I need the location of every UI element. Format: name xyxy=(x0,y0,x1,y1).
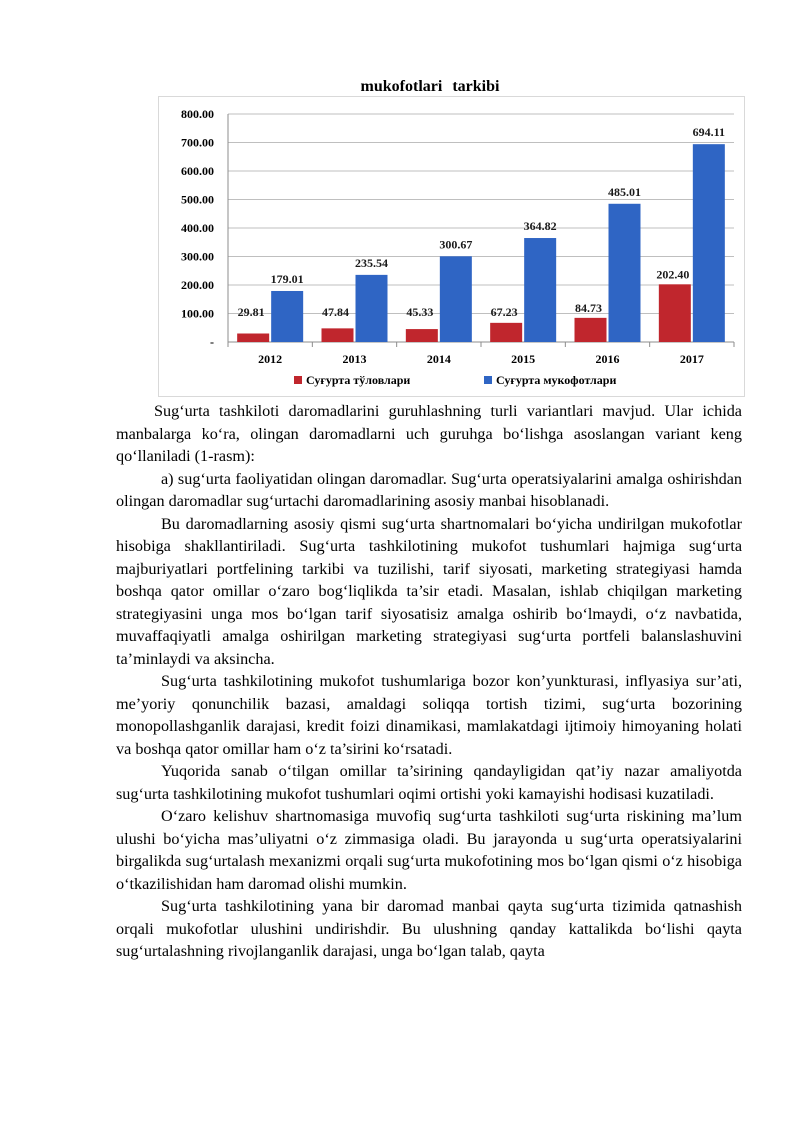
data-label: 485.01 xyxy=(608,184,641,199)
data-label: 67.23 xyxy=(490,305,518,319)
y-tick-label: 800.00 xyxy=(181,107,214,121)
bar-tolovlar xyxy=(406,329,438,342)
y-tick-label: 100.00 xyxy=(181,306,214,321)
bar-mukofotlar xyxy=(609,204,641,342)
paragraph: Sug‘urta tashkilotining mukofot tushumlariga bozor kon’yunkturasi, inflyasiya sur’ati, me’yoriy qonunchilik bazasi, amaldagi soliqqa tortish tizimi, sug‘urta bozorining monopollashganlik darajasi, kredit foizi dinamikasi, mamlakatdagi ijtimoiy himoyaning holati va boshqa qator omillar ham o‘z ta’sirini ko‘rsatadi. xyxy=(116,672,742,758)
bar-tolovlar xyxy=(659,284,691,342)
bar-mukofotlar xyxy=(440,256,472,342)
data-label: 300.67 xyxy=(439,237,473,252)
data-label: 47.84 xyxy=(322,305,349,319)
bar-tolovlar xyxy=(490,323,522,342)
bar-mukofotlar xyxy=(693,144,725,342)
x-tick-label: 2015 xyxy=(511,352,536,366)
y-tick-label: 300.00 xyxy=(181,249,214,264)
x-tick-label: 2012 xyxy=(258,352,283,366)
legend-label: Суғурта тўловлари xyxy=(306,373,411,387)
y-tick-label: 600.00 xyxy=(181,164,214,178)
bar-tolovlar xyxy=(237,334,269,342)
data-label: 202.40 xyxy=(656,267,690,282)
legend-swatch xyxy=(294,376,302,384)
x-tick-label: 2014 xyxy=(426,352,451,366)
y-tick-label: 500.00 xyxy=(181,192,214,207)
paragraph: Sug‘urta tashkiloti daromadlarini guruhlashning turli variantlari mavjud. Ular ichida manbalarga ko‘ra, olingan daromadlarni uch guruhga bo‘lishga asoslangan variant keng qo‘llaniladi (1-rasm): xyxy=(116,402,742,465)
x-tick-label: 2013 xyxy=(342,352,367,366)
bar-mukofotlar xyxy=(271,291,303,342)
y-tick-label: 200.00 xyxy=(181,278,214,292)
paragraph: O‘zaro kelishuv shartnomasiga muvofiq sug‘urta tashkiloti sug‘urta riskining ma’lum ulushi bo‘yicha mas’uliyatni o‘z zimmasiga oladi. Bu jarayonda u sug‘urta operatsiyalarini birgalikda sug‘urtalash mexanizmi orqali sug‘urta mukofotining mos bo‘lgan qismi o‘z hisobiga o‘tkazilishidan ham daromad olishi mumkin. xyxy=(116,807,742,893)
data-label: 84.73 xyxy=(575,300,602,315)
data-label: 45.33 xyxy=(406,305,434,319)
bar-mukofotlar xyxy=(524,238,556,342)
x-tick-label: 2017 xyxy=(679,352,704,366)
y-tick-label: 400.00 xyxy=(181,221,214,235)
x-tick-label: 2016 xyxy=(595,352,620,366)
y-tick-label: 700.00 xyxy=(181,135,214,150)
body-text xyxy=(116,400,742,963)
data-label: 364.82 xyxy=(523,219,557,234)
bar-tolovlar xyxy=(322,328,354,342)
legend-label: Суғурта мукофотлари xyxy=(496,373,617,387)
data-label: 694.11 xyxy=(692,125,726,140)
paragraph: Bu daromadlarning asosiy qismi sug‘urta shartnomalari bo‘yicha undirilgan mukofotlar hisobiga shakllantiriladi. Sug‘urta tashkilotining mukofot tushumlari hajmiga sug‘urta majburiyatlari portfelining tarkibi va tuzilishi, tarif siyosati, marketing strategiyasi hamda boshqa qator omillar o‘zaro bog‘liqlikda ta’sir etadi. Masalan, ishlab chiqilgan marketing strategiyasini unga mos bo‘lgan tarif siyosatisiz amalga oshirib bo‘lmaydi, o‘z navbatida, muvaffaqiyatli amalga oshirilgan marketing strategiyasi sug‘urta portfeli balanslashuvini ta’minlaydi va aksincha. xyxy=(116,514,742,668)
paragraph: Yuqorida sanab o‘tilgan omillar ta’sirining qandayligidan qat’iy nazar amaliyotda sug‘urta tashkilotining mukofot tushumlari oqimi ortishi yoki kamayishi hodisasi kuzatiladi. xyxy=(116,762,742,803)
bar-chart xyxy=(158,96,746,398)
paragraph: a) sug‘urta faoliyatidan olingan daromadlar. Sug‘urta operatsiyalarini amalga oshirishdan olingan daromadlar sug‘urtachi daromadlarining asosiy manbai hisoblanadi. xyxy=(116,469,742,510)
data-label: 179.01 xyxy=(270,271,304,286)
bar-tolovlar xyxy=(575,318,607,342)
bar-mukofotlar xyxy=(356,275,388,342)
figure-title: mukofotlari tarkibi xyxy=(360,78,500,95)
legend-swatch xyxy=(484,376,492,384)
data-label: 235.54 xyxy=(355,255,388,270)
y-tick-label: - xyxy=(210,335,214,349)
data-label: 29.81 xyxy=(237,305,265,319)
paragraph: Sug‘urta tashkilotining yana bir daromad manbai qayta sug‘urta tizimida qatnashish orqali mukofotlar ulushini undirishdir. Bu ulushning qanday kattalikda bo‘lishi qayta sug‘urtalashning rivojlanganlik darajasi, unga bo‘lgan talab, qayta xyxy=(116,897,742,960)
